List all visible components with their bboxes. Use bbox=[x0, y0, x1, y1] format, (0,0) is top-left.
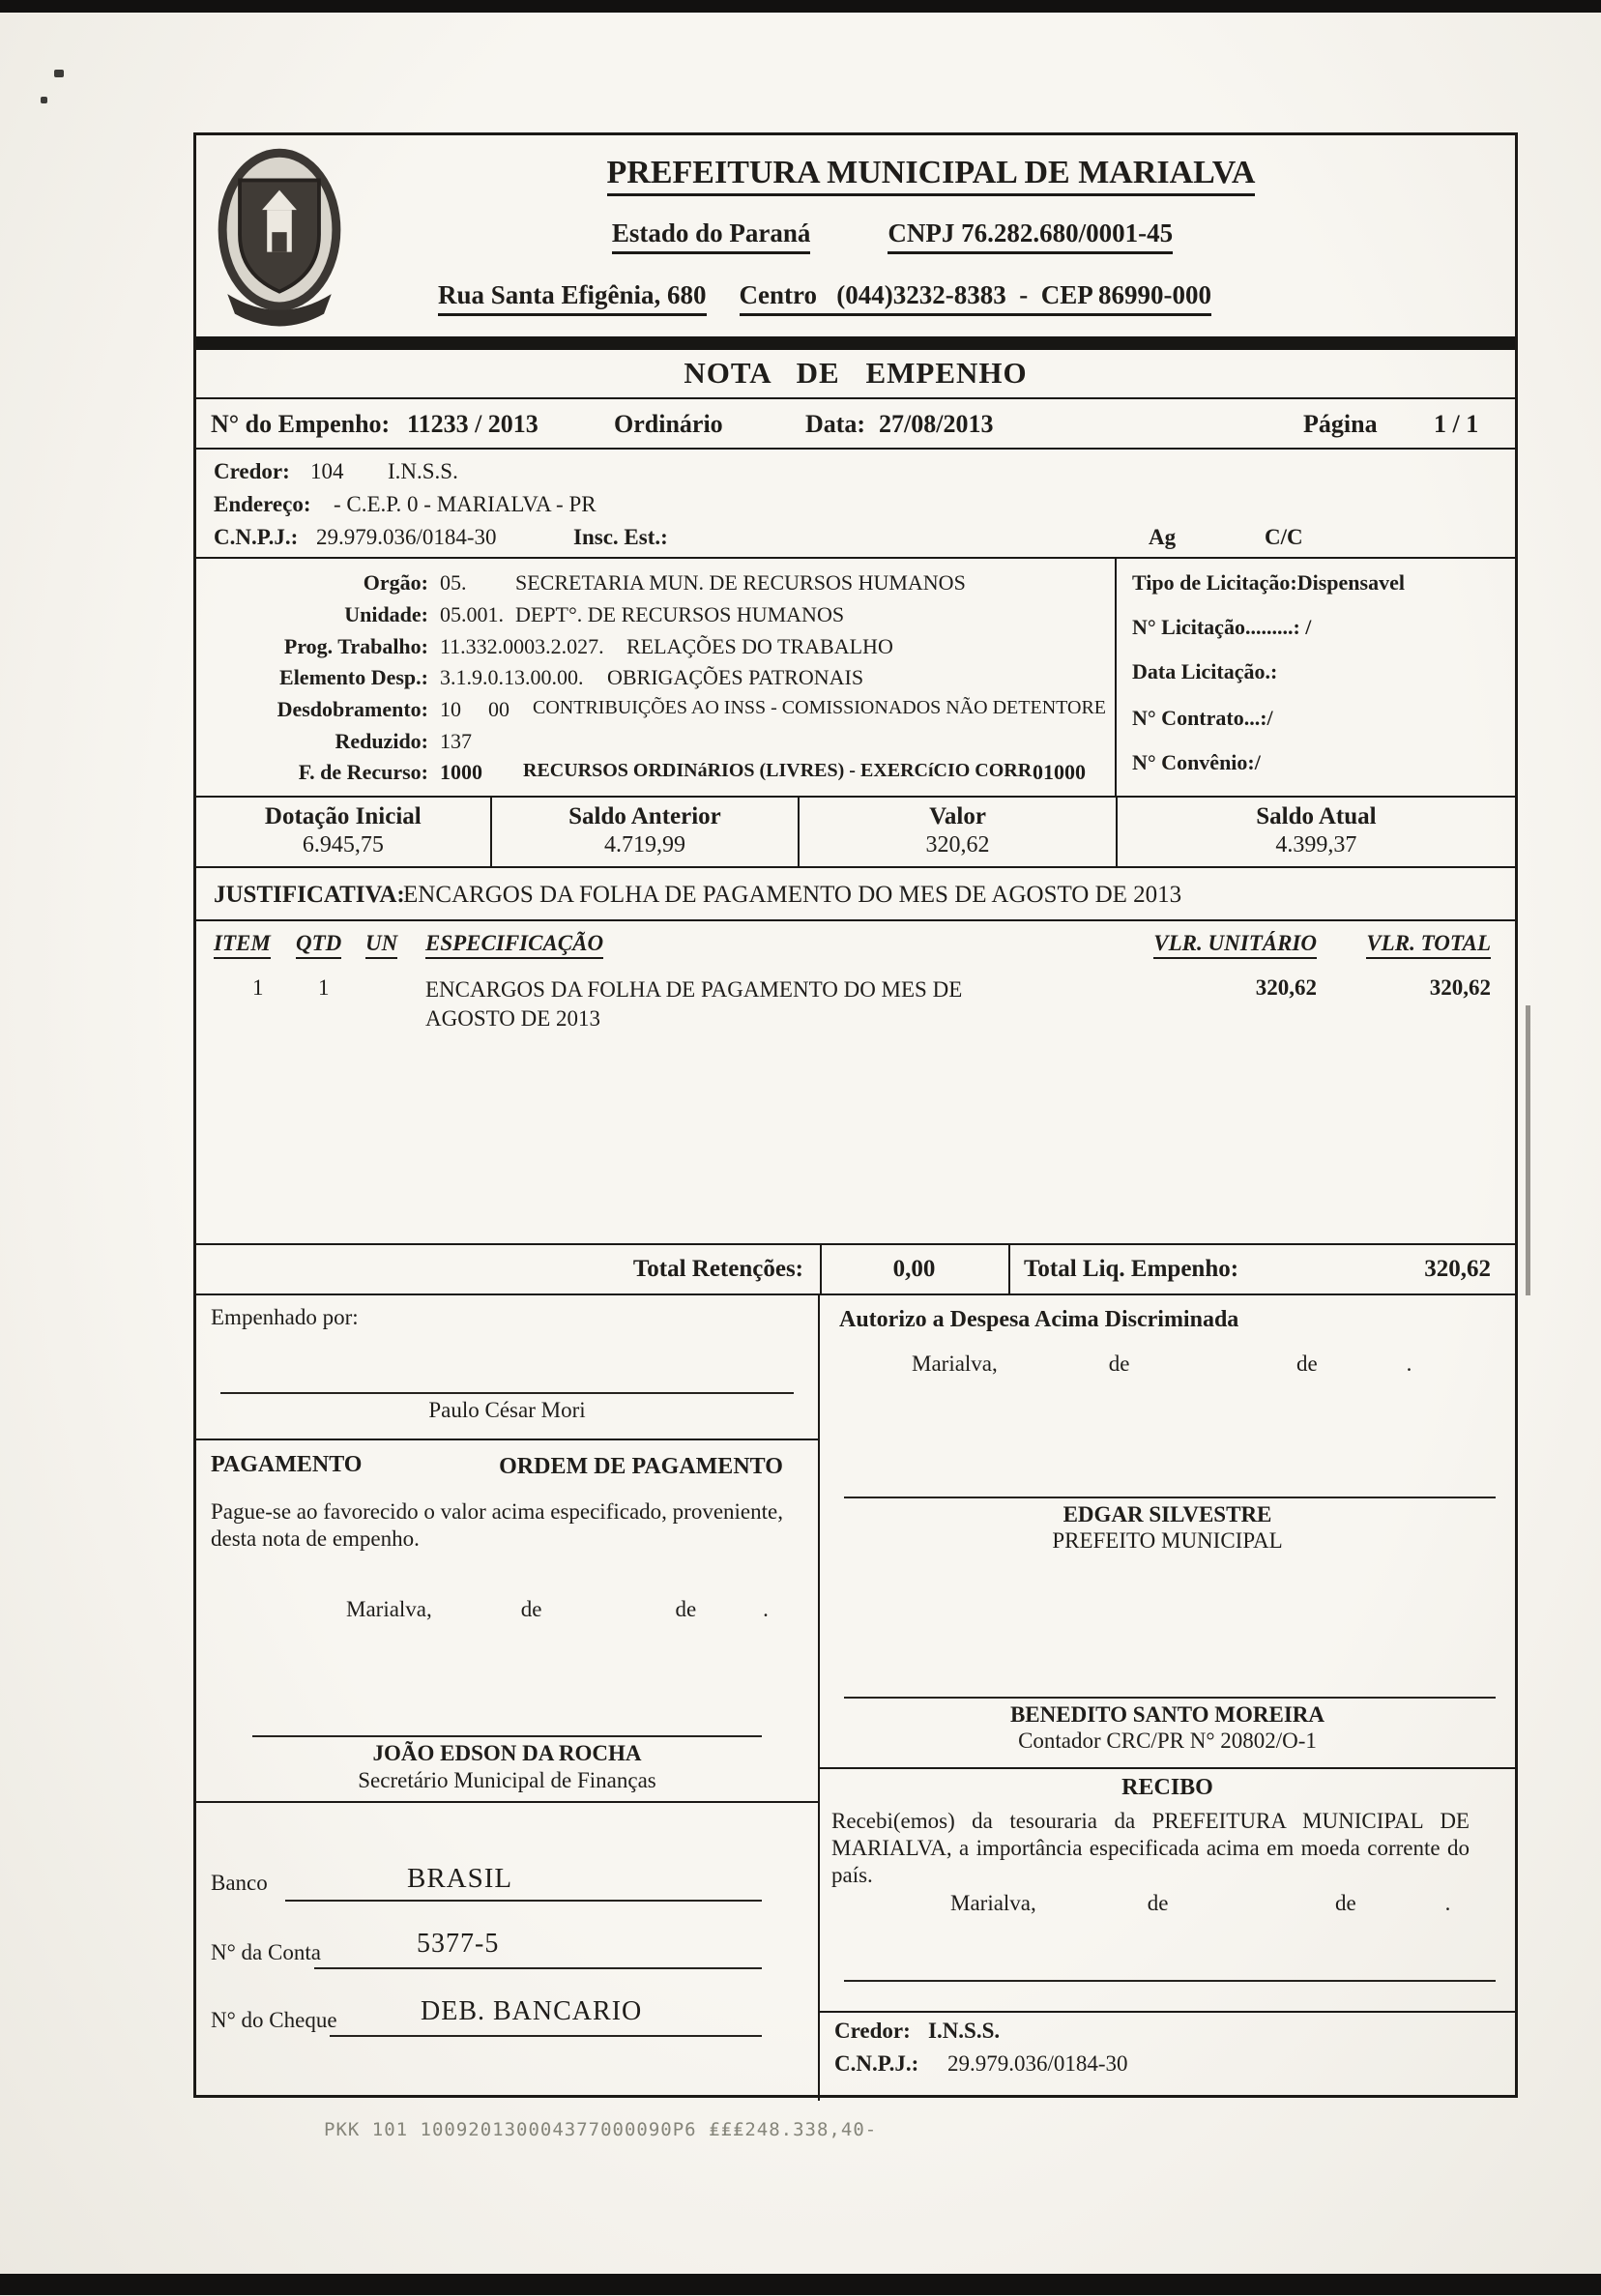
item-number: 1 bbox=[252, 975, 264, 1000]
scan-edge-bottom bbox=[0, 2274, 1601, 2295]
classif-row-prog-trabalho bbox=[196, 634, 1113, 663]
desdobramento-code: 10 bbox=[440, 697, 461, 721]
prefeito-name: EDGAR SILVESTRE bbox=[1062, 1502, 1272, 1526]
desdobramento-desc: CONTRIBUIÇÕES AO INSS - COMISSIONADOS NÃO DETENTORE bbox=[533, 697, 1106, 718]
unidade-label: Unidade: bbox=[344, 602, 428, 626]
creditor-section bbox=[196, 450, 1515, 559]
document-header bbox=[196, 135, 1515, 336]
budget-classification-section bbox=[196, 559, 1515, 798]
authorization-title: Autorizo a Despesa Acima Discriminada bbox=[839, 1307, 1239, 1332]
page-number: 1 / 1 bbox=[1434, 410, 1479, 438]
secretario-name: JOÃO EDSON DA ROCHA bbox=[372, 1741, 642, 1765]
elemento-desc: OBRIGAÇÕES PATRONAIS bbox=[607, 665, 864, 689]
justification-label: JUSTIFICATIVA: bbox=[214, 882, 405, 908]
empenhado-por-name: Paulo César Mori bbox=[428, 1398, 586, 1422]
org-address-line bbox=[361, 280, 1501, 316]
bidding-type: Tipo de Licitação:Dispensavel bbox=[1132, 570, 1405, 595]
saldo-anterior-label: Saldo Anterior bbox=[568, 803, 721, 829]
state-registration-label: Insc. Est.: bbox=[573, 525, 668, 549]
scan-speck bbox=[54, 70, 64, 77]
fonte-recurso-desc: RECURSOS ORDINáRIOS (LIVRES) - EXERCíCIO CORR bbox=[523, 760, 1033, 781]
creditor-cnpj: 29.979.036/0184-30 bbox=[316, 525, 497, 549]
org-address: Rua Santa Efigênia, 680 bbox=[438, 280, 707, 316]
receipt-cnpj-value: 29.979.036/0184-30 bbox=[947, 2051, 1128, 2076]
cheque-fill-line bbox=[330, 2035, 762, 2037]
signature-line bbox=[844, 1980, 1496, 1982]
elemento-label: Elemento Desp.: bbox=[279, 665, 428, 689]
nota-de-empenho-document bbox=[193, 132, 1518, 2098]
totals-row bbox=[196, 1245, 1515, 1295]
col-header-un: UN bbox=[365, 931, 397, 959]
justification-text: ENCARGOS DA FOLHA DE PAGAMENTO DO MES DE AGOSTO DE 2013 bbox=[403, 882, 1182, 908]
total-retencoes-label: Total Retenções: bbox=[632, 1256, 803, 1282]
receipt-cnpj-label: C.N.P.J.: bbox=[834, 2051, 919, 2076]
date-blank-line: Marialva, de de . bbox=[912, 1351, 1412, 1376]
receipt-creditor-name: I.N.S.S. bbox=[928, 2019, 1001, 2043]
saldo-anterior-value: 4.719,99 bbox=[603, 832, 685, 857]
dotacao-inicial-label: Dotação Inicial bbox=[264, 803, 422, 829]
valor-cell bbox=[798, 798, 1116, 866]
col-header-qtd: QTD bbox=[296, 931, 341, 959]
scan-artifact-line bbox=[1526, 1005, 1530, 1295]
receipt-creditor-label: Credor: bbox=[834, 2019, 911, 2043]
creditor-code: 104 bbox=[310, 459, 344, 483]
orgao-code: 05. bbox=[440, 570, 467, 595]
left-signature-column bbox=[196, 1295, 820, 2101]
pagamento-label: PAGAMENTO bbox=[211, 1452, 363, 1477]
account-number-value: 5377-5 bbox=[417, 1929, 500, 1959]
creditor-address: - C.E.P. 0 - MARIALVA - PR bbox=[334, 492, 597, 516]
ordem-pagamento-title: ORDEM DE PAGAMENTO bbox=[499, 1454, 783, 1479]
secretario-role: Secretário Municipal de Finanças bbox=[358, 1768, 656, 1792]
desdobramento-label: Desdobramento: bbox=[277, 697, 428, 721]
col-header-vlr-unitario: VLR. UNITÁRIO bbox=[1153, 931, 1317, 959]
receipt-divider bbox=[820, 2011, 1515, 2013]
cheque-number-label: N° do Cheque bbox=[211, 2008, 337, 2032]
reduzido-code: 137 bbox=[440, 729, 472, 753]
classif-row-desdobramento bbox=[196, 697, 1113, 726]
total-liq-label: Total Liq. Empenho: bbox=[1024, 1256, 1239, 1282]
empenho-number-label: N° do Empenho: bbox=[211, 410, 391, 438]
empenhado-por-box bbox=[196, 1295, 818, 1440]
receipt-box bbox=[820, 1769, 1515, 2101]
agreement-number: N° Convênio:/ bbox=[1132, 750, 1261, 774]
classif-row-fonte-recurso bbox=[196, 760, 1113, 789]
ordem-pagamento-box bbox=[196, 1440, 818, 1803]
document-title-row bbox=[196, 350, 1515, 399]
valor-label: Valor bbox=[929, 803, 986, 829]
classif-row-reduzido bbox=[196, 729, 1113, 758]
orgao-desc: SECRETARIA MUN. DE RECURSOS HUMANOS bbox=[515, 570, 966, 595]
signature-line bbox=[844, 1497, 1496, 1498]
prog-trabalho-label: Prog. Trabalho: bbox=[283, 634, 428, 658]
item-unit-price: 320,62 bbox=[1255, 975, 1317, 1000]
item-qty: 1 bbox=[318, 975, 330, 1000]
date-blank-line: Marialva, de de . bbox=[346, 1597, 769, 1621]
org-contact: Centro (044)3232-8383 - CEP 86990-000 bbox=[740, 280, 1211, 316]
unidade-code: 05.001. bbox=[440, 602, 504, 626]
org-title-line bbox=[361, 155, 1501, 191]
dotacao-inicial-cell bbox=[196, 798, 490, 866]
unidade-desc: DEPT°. DE RECURSOS HUMANOS bbox=[515, 602, 845, 626]
saldo-atual-cell bbox=[1116, 798, 1515, 866]
creditor-address-label: Endereço: bbox=[214, 492, 311, 516]
empenho-info-row bbox=[196, 399, 1515, 450]
ordem-pagamento-text: Pague-se ao favorecido o valor acima especificado, proveniente, desta nota de empenho. bbox=[211, 1499, 783, 1551]
receipt-title: RECIBO bbox=[1121, 1775, 1213, 1800]
saldo-atual-label: Saldo Atual bbox=[1256, 803, 1377, 829]
cheque-number-value: DEB. BANCARIO bbox=[421, 1996, 643, 2026]
totals-divider bbox=[1008, 1245, 1010, 1293]
municipal-crest-logo bbox=[218, 143, 341, 329]
authorization-box bbox=[820, 1295, 1515, 1769]
creditor-name: I.N.S.S. bbox=[388, 459, 458, 483]
bidding-info-cell bbox=[1115, 559, 1515, 796]
empenho-number: 11233 / 2013 bbox=[407, 410, 539, 438]
classif-row-unidade bbox=[196, 602, 1113, 631]
bank-value: BRASIL bbox=[407, 1863, 513, 1894]
prog-trabalho-code: 11.332.0003.2.027. bbox=[440, 634, 604, 658]
contador-name: BENEDITO SANTO MOREIRA bbox=[1009, 1702, 1325, 1727]
fonte-recurso-code: 1000 bbox=[440, 760, 482, 784]
org-state: Estado do Paraná bbox=[612, 218, 811, 254]
creditor-label: Credor: bbox=[214, 459, 290, 483]
saldo-atual-value: 4.399,37 bbox=[1275, 832, 1357, 857]
signature-line bbox=[220, 1392, 794, 1394]
orgao-label: Orgão: bbox=[363, 570, 428, 595]
scan-speck bbox=[41, 97, 47, 103]
account-number-label: N° da Conta bbox=[211, 1940, 321, 1964]
agency-label: Ag bbox=[1149, 525, 1177, 549]
empenho-date-label: Data: bbox=[805, 410, 866, 438]
empenho-type: Ordinário bbox=[614, 410, 723, 438]
bank-details-box bbox=[196, 1803, 818, 2101]
date-blank-line: Marialva, de de . bbox=[950, 1891, 1451, 1915]
page-label: Página bbox=[1303, 410, 1378, 438]
black-separator-band bbox=[196, 336, 1515, 350]
signature-line bbox=[252, 1735, 762, 1737]
reduzido-label: Reduzido: bbox=[335, 729, 428, 753]
item-description: ENCARGOS DA FOLHA DE PAGAMENTO DO MES DE AGOSTO DE 2013 bbox=[425, 977, 963, 1031]
elemento-code: 3.1.9.0.13.00.00. bbox=[440, 665, 584, 689]
desdobramento-code2: 00 bbox=[488, 697, 509, 721]
empenhado-por-label: Empenhado por: bbox=[211, 1305, 359, 1329]
right-signature-column bbox=[820, 1295, 1515, 2101]
classif-row-elemento bbox=[196, 665, 1113, 694]
item-total-price: 320,62 bbox=[1429, 975, 1491, 1000]
bank-fill-line bbox=[285, 1900, 762, 1902]
total-liq-value: 320,62 bbox=[1424, 1256, 1491, 1282]
scan-edge-top bbox=[0, 0, 1601, 13]
col-header-item: ITEM bbox=[214, 931, 271, 959]
empenho-date: 27/08/2013 bbox=[879, 410, 994, 438]
org-title: PREFEITURA MUNICIPAL DE MARIALVA bbox=[607, 155, 1256, 196]
fonte-recurso-extra: 01000 bbox=[1033, 760, 1086, 784]
prefeito-role: PREFEITO MUNICIPAL bbox=[1052, 1528, 1283, 1553]
account-label: C/C bbox=[1265, 525, 1303, 549]
contract-number: N° Contrato...:/ bbox=[1132, 706, 1273, 730]
fonte-recurso-label: F. de Recurso: bbox=[298, 760, 428, 784]
total-retencoes-value: 0,00 bbox=[892, 1256, 936, 1282]
bidding-number: N° Licitação.........: / bbox=[1132, 615, 1312, 639]
bank-label: Banco bbox=[211, 1871, 268, 1895]
prog-trabalho-desc: RELAÇÕES DO TRABALHO bbox=[626, 634, 893, 658]
valor-value: 320,62 bbox=[925, 832, 990, 857]
document-title: NOTA DE EMPENHO bbox=[684, 356, 1028, 390]
contador-role: Contador CRC/PR N° 20802/O-1 bbox=[1018, 1729, 1317, 1753]
signature-line bbox=[844, 1697, 1496, 1699]
signatures-section bbox=[196, 1295, 1515, 2101]
org-cnpj: CNPJ 76.282.680/0001-45 bbox=[888, 218, 1173, 254]
creditor-cnpj-label: C.N.P.J.: bbox=[214, 525, 299, 549]
items-table bbox=[196, 921, 1515, 1245]
col-header-vlr-total: VLR. TOTAL bbox=[1366, 931, 1491, 959]
balances-row bbox=[196, 798, 1515, 868]
saldo-anterior-cell bbox=[490, 798, 799, 866]
org-state-line bbox=[361, 218, 1501, 254]
col-header-espec: ESPECIFICAÇÃO bbox=[425, 931, 603, 959]
bidding-date: Data Licitação.: bbox=[1132, 659, 1278, 683]
justification-row bbox=[196, 868, 1515, 921]
account-fill-line bbox=[314, 1967, 762, 1969]
dotacao-inicial-value: 6.945,75 bbox=[302, 832, 384, 857]
receipt-text: Recebi(emos) da tesouraria da PREFEITURA MUNICIPAL DE MARIALVA, a importância especificada acima em moeda corrente do país. bbox=[831, 1809, 1470, 1887]
classif-row-orgao bbox=[196, 570, 1113, 599]
dot-matrix-print-code: PKK 101 100920130004377000090P6 ₤₤₤248.338,40- bbox=[324, 2119, 878, 2140]
